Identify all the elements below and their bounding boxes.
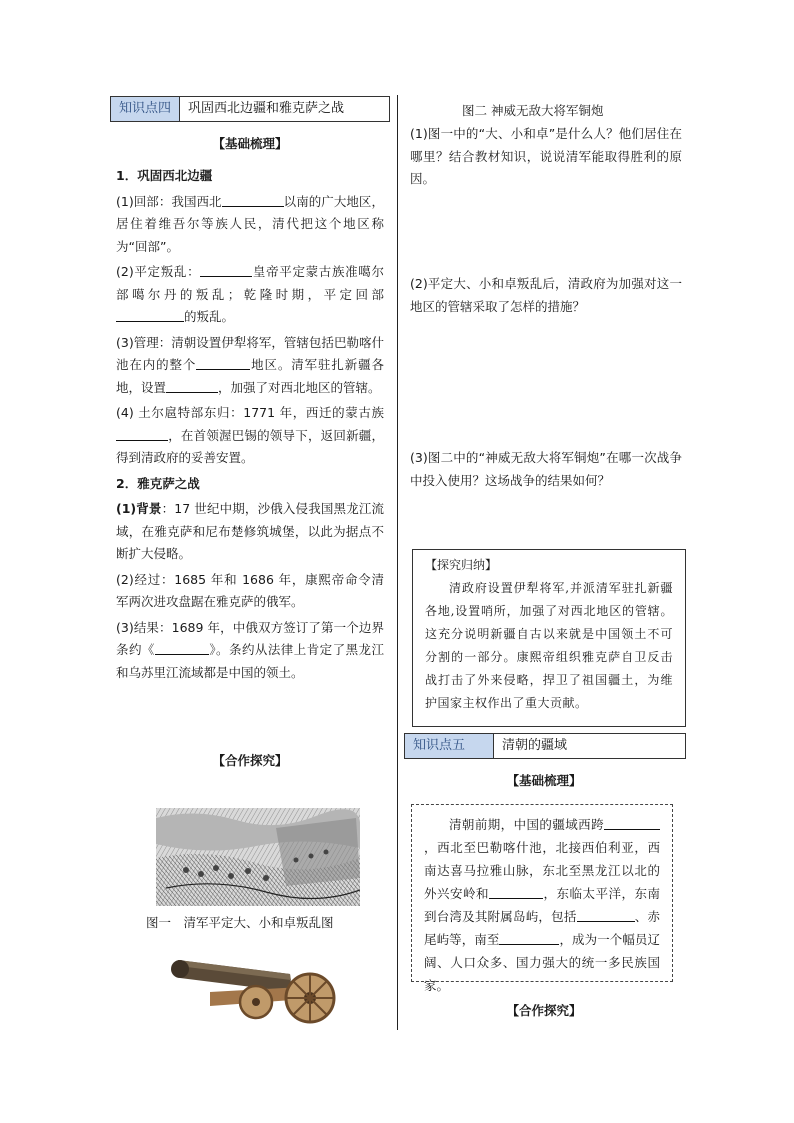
s1-item-4: (4) 土尔扈特部东归：1771 年，西迁的蒙古族，在首领渥巴锡的领导下，返回新疆，得到清政府的妥善安置。 xyxy=(116,405,384,465)
figure-2-caption: 图二 神威无敌大将军铜炮 xyxy=(462,103,604,118)
question-2: (2)平定大、小和卓叛乱后，清政府为加强对这一地区的管辖采取了怎样的措施？ xyxy=(410,276,682,314)
bronze-cannon-image xyxy=(170,936,340,1028)
inquiry-summary-box xyxy=(412,549,686,727)
s1-item-2: (2)平定叛乱： 皇帝平定蒙古族准噶尔部噶尔丹的叛乱；乾隆时期，平定回部的叛乱。 xyxy=(116,264,384,324)
inquiry-summary-title: 【探究归纳】 xyxy=(425,558,498,572)
battle-engraving-graphic xyxy=(156,808,360,906)
blank[interactable] xyxy=(196,356,250,370)
knowledge-point-4-header xyxy=(110,96,390,122)
kp4-title: 巩固西北边疆和雅克萨之战 xyxy=(188,101,345,116)
inquiry-summary-text: 清政府设置伊犁将军,并派清军驻扎新疆各地,设置哨所，加强了对西北地区的管辖。这充分说明新疆自古以来就是中国领土不可分割的一部分。康熙帝组织雅克萨自卫反击战打击了外来侵略，捍卫了祖国疆土，为维护国家主权作出了重大贡献。 xyxy=(425,581,673,710)
basic-review-label-left: 【基础梳理】 xyxy=(212,136,288,151)
cooperative-inquiry-label-right: 【合作探究】 xyxy=(506,1003,582,1018)
question-1: (1)图一中的“大、小和卓”是什么人？他们居住在哪里？结合教材知识，说说清军能取得胜利的原因。 xyxy=(410,126,682,186)
territory-text: 清朝前期，中国的疆域西跨，西北至巴勒喀什池，北接西伯利亚，西南达喜马拉雅山脉，东北至黑龙江以北的外兴安岭和 ，东临太平洋，东南到台湾及其附属岛屿，包括 、赤尾屿等，南至 ，成为一个幅员辽阔、人口众多、国力强大的统一多民族国家。 xyxy=(424,817,660,993)
blank[interactable] xyxy=(489,885,543,899)
blank[interactable] xyxy=(116,427,168,441)
basic-review-label-right: 【基础梳理】 xyxy=(506,773,582,788)
blank[interactable] xyxy=(499,931,559,945)
kp5-tag: 知识点五 xyxy=(405,734,494,758)
s2-item-3: (3)结果：1689 年，中俄双方签订了第一个边界条约《 》。条约从法律上肯定了黑龙江和乌苏里江流域都是中国的领土。 xyxy=(116,619,384,680)
blank[interactable] xyxy=(166,379,218,393)
territory-box xyxy=(411,804,673,993)
kp4-tag: 知识点四 xyxy=(111,97,180,121)
blank[interactable] xyxy=(604,816,660,830)
blank[interactable] xyxy=(155,641,209,655)
blank[interactable] xyxy=(200,263,252,277)
question-3: (3)图二中的“神威无敌大将军铜炮”在哪一次战争中投入使用？这场战争的结果如何？ xyxy=(410,450,682,488)
kp5-title: 清朝的疆域 xyxy=(502,738,568,753)
cooperative-inquiry-label-left: 【合作探究】 xyxy=(212,753,288,768)
blank[interactable] xyxy=(222,193,284,207)
left-main-text xyxy=(116,165,384,687)
section-1-title: 1．巩固西北边疆 xyxy=(116,168,213,183)
blank[interactable] xyxy=(116,308,184,322)
figure-1-caption: 图一 清军平定大、小和卓叛乱图 xyxy=(146,915,334,930)
cannon-graphic xyxy=(170,936,340,1028)
s1-item-1: (1)回部：我国西北 以南的广大地区，居住着维吾尔等族人民，清代把这个地区称为“回部”。 xyxy=(116,193,384,254)
column-divider xyxy=(397,95,398,1030)
s2-item-2: (2)经过：1685 年和 1686 年，康熙帝命令清军两次进攻盘踞在雅克萨的俄军。 xyxy=(116,571,384,609)
s2-item-1: (1)背景：17 世纪中期，沙俄入侵我国黑龙江流域，在雅克萨和尼布楚修筑城堡，以此为据点不断扩大侵略。 xyxy=(116,501,385,561)
knowledge-point-5-header xyxy=(404,733,686,759)
blank[interactable] xyxy=(577,908,635,922)
s1-item-3: (3)管理：清朝设置伊犁将军，管辖包括巴勒喀什池在内的整个 地区。清军驻扎新疆各地，设置 ，加强了对西北地区的管辖。 xyxy=(116,334,384,395)
battle-engraving-image xyxy=(156,808,360,906)
section-2-title: 2．雅克萨之战 xyxy=(116,475,200,491)
